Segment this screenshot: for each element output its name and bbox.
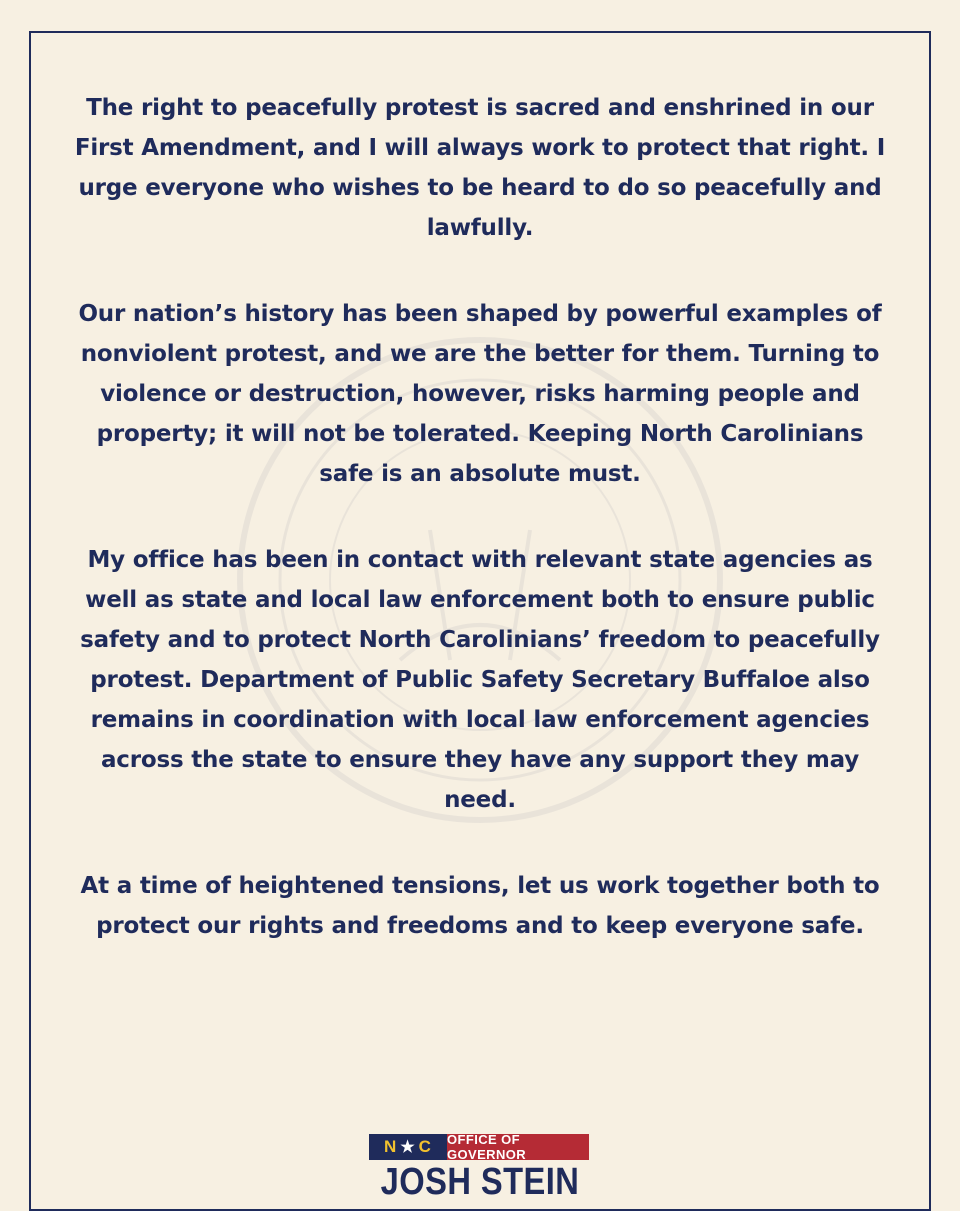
governor-name: JOSH STEIN [380, 1161, 580, 1203]
nc-letter-c: C [418, 1137, 432, 1156]
statement-paragraph-2: Our nation’s history has been shaped by powerful examples of nonviolent protest, and we are the better for them. Turning to violence or destruction, however, risks harming people and property; it will not be tolerated. Keeping North Carolinians safe is an absolute must. [78, 301, 882, 487]
statement-paragraph-4: At a time of heightened tensions, let us work together both to protect our rights and freedoms and to keep everyone safe. [80, 873, 880, 939]
nc-letter-n: N [384, 1137, 398, 1156]
governor-logo [350, 1122, 610, 1203]
statement-paragraph-3: My office has been in contact with relevant state agencies as well as state and local law enforcement both to ensure public safety and to protect North Carolinians’ freedom to peacefully protest. Department of Public Safety Secretary Buffaloe also remains in coordination with local law enforcement agencies across the state to ensure they have any support they may need. [80, 547, 880, 813]
statement-paragraph-1: The right to peacefully protest is sacred and enshrined in our First Amendment, and I will always work to protect that right. I urge everyone who wishes to be heard to do so peacefully and lawfully. [74, 95, 886, 241]
star-icon: ★ [400, 1139, 416, 1156]
statement-body [70, 88, 890, 992]
nc-badge [369, 1134, 447, 1160]
logo-top-row [369, 1134, 589, 1160]
office-of-governor-label: OFFICE OF GOVERNOR [447, 1134, 589, 1160]
